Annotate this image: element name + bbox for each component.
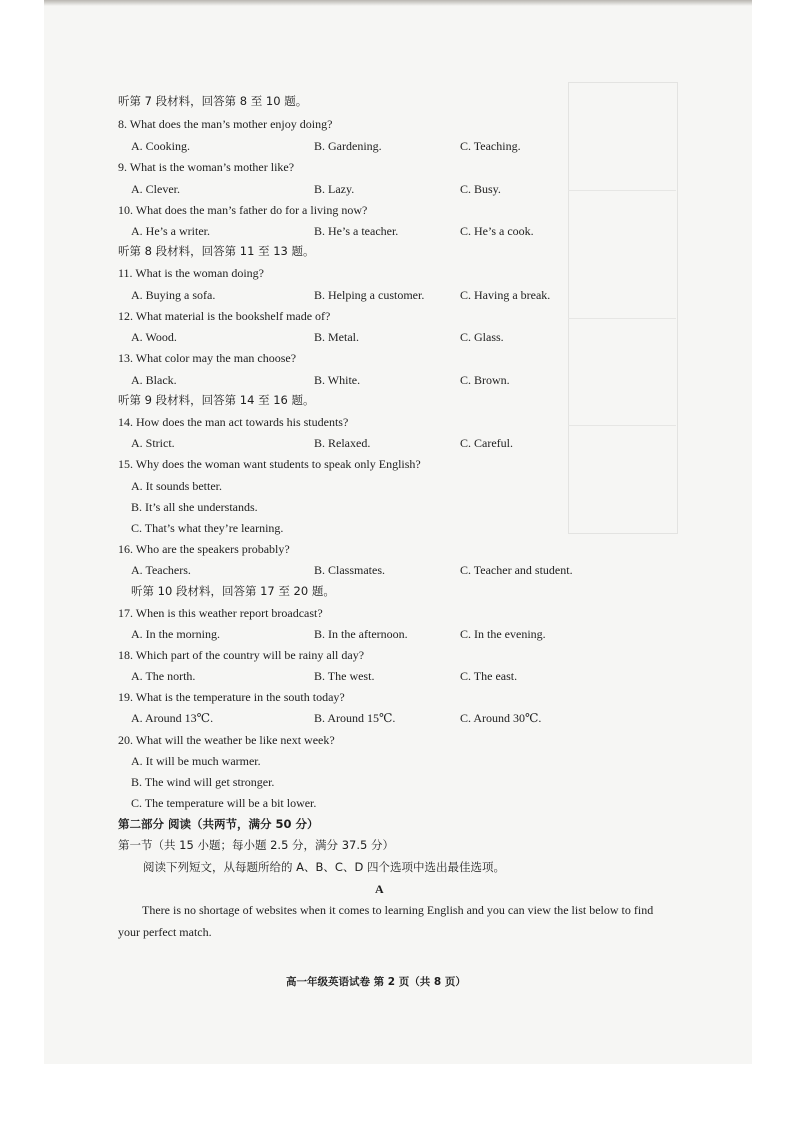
- q17-option-c: C. In the evening.: [460, 627, 546, 641]
- q19-option-b: B. Around 15℃.: [314, 711, 396, 725]
- section-9-instruction: 听第 9 段材料，回答第 14 至 16 题。: [118, 393, 315, 407]
- question-15: 15. Why does the woman want students to speak only English?: [118, 457, 421, 471]
- question-14: 14. How does the man act towards his students?: [118, 415, 349, 429]
- question-12: 12. What material is the bookshelf made of?: [118, 309, 331, 323]
- section-7-instruction: 听第 7 段材料，回答第 8 至 10 题。: [118, 94, 308, 108]
- part-2-heading: 第二部分 阅读（共两节，满分 50 分）: [118, 817, 319, 831]
- q13-option-b: B. White.: [314, 373, 361, 387]
- q13-option-c: C. Brown.: [460, 373, 510, 387]
- bleed-through-rule: [568, 425, 676, 426]
- passage-label: A: [375, 882, 384, 896]
- question-16: 16. Who are the speakers probably?: [118, 542, 290, 556]
- q20-option-a: A. It will be much warmer.: [131, 754, 261, 768]
- q10-option-b: B. He’s a teacher.: [314, 224, 399, 238]
- q15-option-a: A. It sounds better.: [131, 479, 222, 493]
- q20-option-b: B. The wind will get stronger.: [131, 775, 275, 789]
- question-19: 19. What is the temperature in the south today?: [118, 690, 345, 704]
- question-17: 17. When is this weather report broadcast?: [118, 606, 323, 620]
- question-8: 8. What does the man’s mother enjoy doing?: [118, 117, 333, 131]
- q8-option-a: A. Cooking.: [131, 139, 191, 153]
- bleed-through-rule: [568, 190, 676, 191]
- q19-option-a: A. Around 13℃.: [131, 711, 214, 725]
- q14-option-c: C. Careful.: [460, 436, 513, 450]
- q17-option-b: B. In the afternoon.: [314, 627, 408, 641]
- q16-option-b: B. Classmates.: [314, 563, 385, 577]
- q9-option-a: A. Clever.: [131, 182, 180, 196]
- q16-option-c: C. Teacher and student.: [460, 563, 573, 577]
- q14-option-a: A. Strict.: [131, 436, 175, 450]
- question-10: 10. What does the man’s father do for a living now?: [118, 203, 368, 217]
- section-10-instruction: 听第 10 段材料，回答第 17 至 20 题。: [131, 584, 335, 598]
- bleed-through-rule: [568, 318, 676, 319]
- q11-option-b: B. Helping a customer.: [314, 288, 425, 302]
- q8-option-c: C. Teaching.: [460, 139, 521, 153]
- section-8-instruction: 听第 8 段材料，回答第 11 至 13 题。: [118, 244, 315, 258]
- question-11: 11. What is the woman doing?: [118, 266, 264, 280]
- question-18: 18. Which part of the country will be rainy all day?: [118, 648, 365, 662]
- q14-option-b: B. Relaxed.: [314, 436, 371, 450]
- q18-option-a: A. The north.: [131, 669, 196, 683]
- q19-option-c: C. Around 30℃.: [460, 711, 542, 725]
- q16-option-a: A. Teachers.: [131, 563, 191, 577]
- page-footer: 高一年级英语试卷 第 2 页（共 8 页）: [286, 976, 466, 988]
- q12-option-c: C. Glass.: [460, 330, 504, 344]
- q20-option-c: C. The temperature will be a bit lower.: [131, 796, 317, 810]
- q12-option-a: A. Wood.: [131, 330, 177, 344]
- q11-option-c: C. Having a break.: [460, 288, 551, 302]
- q10-option-a: A. He’s a writer.: [131, 224, 210, 238]
- question-20: 20. What will the weather be like next week?: [118, 733, 335, 747]
- q18-option-b: B. The west.: [314, 669, 375, 683]
- q15-option-b: B. It’s all she understands.: [131, 500, 258, 514]
- q12-option-b: B. Metal.: [314, 330, 359, 344]
- q18-option-c: C. The east.: [460, 669, 518, 683]
- question-9: 9. What is the woman’s mother like?: [118, 160, 295, 174]
- reading-instruction: 阅读下列短文，从每题所给的 A、B、C、D 四个选项中选出最佳选项。: [143, 860, 505, 874]
- q9-option-c: C. Busy.: [460, 182, 501, 196]
- question-13: 13. What color may the man choose?: [118, 351, 297, 365]
- q15-option-c: C. That’s what they’re learning.: [131, 521, 284, 535]
- q11-option-a: A. Buying a sofa.: [131, 288, 216, 302]
- bleed-through-table: [568, 82, 678, 534]
- q8-option-b: B. Gardening.: [314, 139, 382, 153]
- passage-a-text: There is no shortage of websites when it comes to learning English and you can view the list below to find your perfect match.: [118, 903, 654, 939]
- q10-option-c: C. He’s a cook.: [460, 224, 534, 238]
- q9-option-b: B. Lazy.: [314, 182, 355, 196]
- q17-option-a: A. In the morning.: [131, 627, 220, 641]
- part-2-section-1: 第一节（共 15 小题；每小题 2.5 分，满分 37.5 分）: [118, 838, 394, 852]
- q13-option-a: A. Black.: [131, 373, 177, 387]
